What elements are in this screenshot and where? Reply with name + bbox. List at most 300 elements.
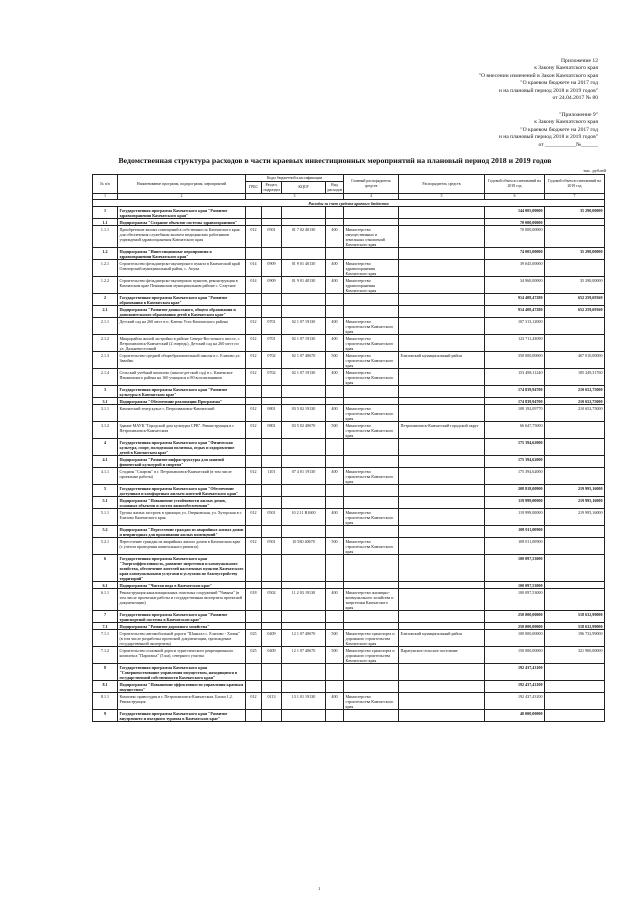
row-amount-2018: 175 394,62000 [485, 439, 545, 456]
row-manager [399, 664, 485, 681]
row-amount-2018: 108 011,00900 [485, 538, 545, 555]
row-amount-2019: 185 249,31760 [545, 369, 605, 386]
row-amount-2019: 35 290,00000 [545, 277, 605, 294]
row-name: Комплекс правосудия в г. Петропавловск-Камчатском. Блоки 1,2. Реконструкция [118, 693, 246, 710]
row-number: 4.1.1 [93, 468, 118, 485]
row-name: Государственная программа Камчатского края "Развитие здравоохранения Камчатского края" [118, 207, 246, 219]
row-section-code [262, 526, 282, 538]
row-manager [399, 485, 485, 497]
row-expense-type [326, 439, 344, 456]
row-kcsr: 12 1 07 40670 [282, 647, 326, 664]
row-grbs [246, 497, 262, 509]
row-amount-2019 [545, 589, 605, 611]
row-manager [399, 439, 485, 456]
program-row [93, 439, 605, 456]
row-section-code [262, 710, 282, 722]
row-amount-2019: 196 732,99000 [545, 630, 605, 647]
row-kcsr [282, 219, 326, 226]
measure-row [93, 538, 605, 555]
section-title: Расходы за счет средств краевого бюджета [93, 200, 605, 207]
row-number: 4.1 [93, 456, 118, 468]
row-section-code: 0113 [262, 693, 282, 710]
row-amount-2018: 100 000,00000 [485, 630, 545, 647]
row-grbs [246, 681, 262, 693]
col-header-2019: Годовой объем ассигнований на 2019 год [545, 175, 605, 194]
col-header-no: № п/п [93, 175, 118, 194]
row-section-code: 0409 [262, 630, 282, 647]
row-name: Реконструкция канализационных очистных сооружений "Чавыча" (в том числе проектные работы и государственная экспертиза проектной документации) [118, 589, 246, 611]
column-index-cell: 6 [485, 194, 545, 200]
row-manager [399, 369, 485, 386]
row-amount-2018: 250 000,00000 [485, 611, 545, 623]
row-chief-manager [344, 611, 399, 623]
row-manager [399, 526, 485, 538]
row-kcsr: 10 2 11 R1600 [282, 509, 326, 526]
row-amount-2018: 100 097,53000 [485, 555, 545, 582]
row-name: Строительство средней общеобразовательной школы в с. Елизово ул. Завойко [118, 352, 246, 369]
row-name: Подпрограмма "Повышение устойчивости жилых домов, основных объектов и систем жизнеобеспечения" [118, 497, 246, 509]
row-amount-2018: 208 818,00900 [485, 485, 545, 497]
row-amount-2018: 108 011,00900 [485, 526, 545, 538]
row-section-code [262, 439, 282, 456]
row-expense-type: 500 [326, 352, 344, 369]
row-expense-type: 500 [326, 538, 344, 555]
row-kcsr: 03 5 02 40670 [282, 422, 326, 439]
row-chief-manager [344, 526, 399, 538]
program-row [93, 664, 605, 681]
row-manager [399, 509, 485, 526]
row-grbs: 014 [246, 260, 262, 277]
row-section-code: 0501 [262, 226, 282, 248]
row-section-code: 0702 [262, 369, 282, 386]
row-kcsr [282, 664, 326, 681]
row-kcsr: 02 1 07 19130 [282, 318, 326, 335]
row-expense-type: 400 [326, 335, 344, 352]
row-name: Микрорайон жилой застройки в районе Северо-Восточного шоссе, г. Петропавловск-Камчатский (2 очередь). Детский сад на 260 мест по ул. Дальневосточной [118, 335, 246, 352]
row-expense-type [326, 398, 344, 405]
row-kcsr [282, 386, 326, 398]
row-manager [399, 318, 485, 335]
row-grbs [246, 623, 262, 630]
program-row [93, 386, 605, 398]
row-amount-2018: 100 097,53000 [485, 589, 545, 611]
row-manager [399, 386, 485, 398]
row-kcsr [282, 207, 326, 219]
row-chief-manager [344, 306, 399, 318]
row-grbs [246, 611, 262, 623]
row-expense-type: 500 [326, 647, 344, 664]
row-number: 1 [93, 207, 118, 219]
row-amount-2019 [545, 439, 605, 456]
row-name: Здание МАУК "Городской дом культуры СРВ". Реконструкция в г. Петропавловск-Камчатском [118, 422, 246, 439]
row-number: 7 [93, 611, 118, 623]
row-chief-manager: Министерство строительства Камчатского края [344, 693, 399, 710]
row-name: Переселение граждан из аварийных жилых домов в Камчатском крае (с учетом проведения капитального ремонта) [118, 538, 246, 555]
row-number: 2.1.2 [93, 335, 118, 352]
units-label: тыс. рублей [583, 168, 606, 173]
col-header-expense-type: Вид расходов [327, 182, 343, 192]
row-chief-manager: Министерство строительства Камчатского края [344, 318, 399, 335]
col-header-grbs: ГРБС [246, 182, 262, 194]
program-row [93, 710, 605, 722]
row-grbs: 018 [246, 589, 262, 611]
row-section-code: 1101 [262, 468, 282, 485]
row-expense-type: 400 [326, 405, 344, 422]
row-grbs: 012 [246, 352, 262, 369]
row-amount-2019: 210 652,75000 [545, 405, 605, 422]
row-chief-manager: Министерство здравоохранения Камчатского края [344, 277, 399, 294]
row-section-code: 0501 [262, 509, 282, 526]
row-chief-manager: Министерство строительства Камчатского края [344, 422, 399, 439]
col-header-section: Раздел, подраздел [263, 182, 281, 192]
measure-row [93, 352, 605, 369]
row-number: 3 [93, 386, 118, 398]
row-expense-type: 500 [326, 630, 344, 647]
row-number: 5.1 [93, 497, 118, 509]
column-index-cell: 3 [246, 194, 344, 200]
row-chief-manager: Министерство здравоохранения Камчатского края [344, 260, 399, 277]
measure-row [93, 226, 605, 248]
row-grbs: 014 [246, 277, 262, 294]
col-header-2018: Годовой объем ассигнований на 2018 год [485, 175, 545, 194]
row-grbs [246, 306, 262, 318]
row-section-code [262, 294, 282, 306]
row-kcsr: 01 7 02 40130 [282, 226, 326, 248]
row-number: 5 [93, 485, 118, 497]
row-number: 7.1.2 [93, 647, 118, 664]
row-grbs: 012 [246, 226, 262, 248]
row-expense-type [326, 248, 344, 260]
row-amount-2019: 35 290,00000 [545, 248, 605, 260]
col-header-chief-manager: Главный распорядитель средств [344, 175, 399, 194]
row-expense-type: 400 [326, 369, 344, 386]
row-chief-manager [344, 386, 399, 398]
row-amount-2019 [545, 555, 605, 582]
row-kcsr [282, 294, 326, 306]
measure-row [93, 509, 605, 526]
row-chief-manager [344, 710, 399, 722]
row-kcsr [282, 497, 326, 509]
row-amount-2018: 39 045,00000 [485, 260, 545, 277]
row-section-code [262, 207, 282, 219]
row-section-code [262, 623, 282, 630]
row-expense-type [326, 664, 344, 681]
row-number: 1.2.1 [93, 260, 118, 277]
measure-row [93, 422, 605, 439]
row-grbs [246, 555, 262, 582]
program-row [93, 681, 605, 693]
row-amount-2019 [545, 456, 605, 468]
row-name: Приобретение жилых помещений в собственность Камчатского края для обеспечения служебным жильем медицинских работников учреждений здравоохранения Камчатского края [118, 226, 246, 248]
table-header-row [93, 175, 605, 182]
row-name: Государственная программа Камчатского края "Развитие культуры в Камчатском крае" [118, 386, 246, 398]
row-grbs: 012 [246, 538, 262, 555]
row-chief-manager: Министерство транспорта и дорожного строительства Камчатского края [344, 647, 399, 664]
row-section-code [262, 219, 282, 226]
row-kcsr [282, 710, 326, 722]
header-line: "О внесении изменений в Закон Камчатского края [478, 72, 598, 79]
row-amount-2018: 250 000,00000 [485, 623, 545, 630]
row-amount-2018: 150 000,00000 [485, 647, 545, 664]
row-amount-2019 [545, 260, 605, 277]
row-section-code: 0801 [262, 422, 282, 439]
row-number: 9 [93, 710, 118, 722]
measure-row [93, 335, 605, 352]
row-expense-type [326, 623, 344, 630]
row-kcsr [282, 306, 326, 318]
row-section-code [262, 664, 282, 681]
row-expense-type [326, 710, 344, 722]
row-amount-2018: 107 313,12000 [485, 318, 545, 335]
header-line: к Закону Камчатского края [534, 65, 598, 72]
row-chief-manager [344, 485, 399, 497]
row-chief-manager [344, 248, 399, 260]
row-number: 8.1.1 [93, 693, 118, 710]
row-grbs [246, 439, 262, 456]
row-grbs: 012 [246, 318, 262, 335]
measure-row [93, 405, 605, 422]
row-manager [399, 248, 485, 260]
row-grbs [246, 219, 262, 226]
row-number: 8.1 [93, 681, 118, 693]
row-amount-2018: 192 437,43100 [485, 681, 545, 693]
program-row [93, 526, 605, 538]
row-name: Подпрограмма "Чистая вода в Камчатском крае" [118, 582, 246, 589]
row-manager [399, 693, 485, 710]
measure-row [93, 260, 605, 277]
row-amount-2018: 914 408,47280 [485, 294, 545, 306]
row-expense-type [326, 582, 344, 589]
row-amount-2018: 119 999,00000 [485, 509, 545, 526]
row-manager [399, 468, 485, 485]
row-name: Подпрограмма "Повышение эффективности управления краевым имуществом" [118, 681, 246, 693]
row-section-code: 0701 [262, 335, 282, 352]
row-number: 2.1 [93, 306, 118, 318]
row-manager [399, 335, 485, 352]
row-manager [399, 681, 485, 693]
row-kcsr [282, 555, 326, 582]
row-section-code: 0801 [262, 405, 282, 422]
program-row [93, 582, 605, 589]
measure-row [93, 468, 605, 485]
row-amount-2019 [545, 422, 605, 439]
row-name: Камчатский театр кукол г. Петропавловск-Камчатский [118, 405, 246, 422]
row-manager [399, 611, 485, 623]
program-row [93, 294, 605, 306]
row-kcsr [282, 526, 326, 538]
row-chief-manager [344, 582, 399, 589]
header-line: от ___________№______ [538, 141, 598, 148]
row-section-code: 0409 [262, 647, 282, 664]
row-amount-2018: 108 192,09770 [485, 405, 545, 422]
row-amount-2018: 119 999,00000 [485, 497, 545, 509]
row-kcsr: 02 1 07 40670 [282, 352, 326, 369]
row-amount-2019: 35 290,00000 [545, 207, 605, 219]
row-chief-manager [344, 207, 399, 219]
row-name: Строительство фельдшерско-акушерских пунктов, реконструкция в Камчатском крае Пенжинском муниципальном районе с. Слаутное [118, 277, 246, 294]
row-chief-manager [344, 664, 399, 681]
measure-row [93, 589, 605, 611]
program-row [93, 485, 605, 497]
row-manager [399, 538, 485, 555]
col-header-name: Наименование программ, подпрограмм, мероприятий [118, 175, 246, 194]
row-amount-2019: 219 995,16000 [545, 485, 605, 497]
row-amount-2018: 70 000,00000 [485, 226, 545, 248]
row-kcsr [282, 439, 326, 456]
row-grbs: 012 [246, 335, 262, 352]
row-grbs: 012 [246, 405, 262, 422]
row-manager [399, 623, 485, 630]
row-number: 3.1.1 [93, 405, 118, 422]
row-amount-2018: 175 394,62000 [485, 456, 545, 468]
row-amount-2018: 914 408,47280 [485, 306, 545, 318]
row-name: Государственная программа Камчатского края "Обеспечение доступным и комфортным жильем жителей Камчатского края" [118, 485, 246, 497]
row-amount-2019 [545, 526, 605, 538]
row-section-code [262, 306, 282, 318]
row-manager [399, 277, 485, 294]
row-grbs: 025 [246, 647, 262, 664]
row-section-code: 0909 [262, 260, 282, 277]
row-expense-type: 400 [326, 226, 344, 248]
row-chief-manager: Министерство транспорта и дорожного строительства Камчатского края [344, 630, 399, 647]
header-line: "О краевом бюджете на 2017 год [520, 126, 598, 133]
row-amount-2019 [545, 318, 605, 335]
row-amount-2018: 192 437,43100 [485, 693, 545, 710]
column-index-cell: 4 [344, 194, 399, 200]
row-amount-2018: 192 437,43100 [485, 664, 545, 681]
row-kcsr: 10 5Ю 40670 [282, 538, 326, 555]
row-grbs [246, 386, 262, 398]
row-name: Строительство основной дороги туристического рекреационного комплекса "Парагаша" (5 км), северного участка [118, 647, 246, 664]
row-expense-type [326, 207, 344, 219]
row-expense-type [326, 456, 344, 468]
row-manager [399, 294, 485, 306]
row-section-code [262, 497, 282, 509]
row-kcsr [282, 248, 326, 260]
row-number: 8 [93, 664, 118, 681]
row-name: Стадион "Спартак" в г. Петропавловск-Камчатский (в том числе проектные работы) [118, 468, 246, 485]
row-manager [399, 219, 485, 226]
column-index-cell: 5 [399, 194, 485, 200]
row-section-code [262, 398, 282, 405]
row-amount-2018: 74 005,00000 [485, 248, 545, 260]
row-kcsr: 03 5 02 19130 [282, 405, 326, 422]
row-amount-2019: 518 632,99000 [545, 611, 605, 623]
header-line: "О краевом бюджете на 2017 год [520, 80, 598, 87]
row-amount-2018: 175 394,62000 [485, 468, 545, 485]
row-kcsr [282, 681, 326, 693]
row-kcsr [282, 582, 326, 589]
row-number: 1.2.2 [93, 277, 118, 294]
row-amount-2018: 70 000,00000 [485, 219, 545, 226]
row-manager [399, 555, 485, 582]
row-expense-type [326, 555, 344, 582]
row-amount-2018: 66 647,75000 [485, 422, 545, 439]
row-manager: Елизовский муниципальный район [399, 352, 485, 369]
row-name: Подпрограмма "Переселение граждан из аварийных жилых домов и непригодных для проживания жилых помещений" [118, 526, 246, 538]
row-manager [399, 207, 485, 219]
row-expense-type: 400 [326, 509, 344, 526]
row-chief-manager [344, 497, 399, 509]
program-row [93, 497, 605, 509]
row-grbs: 012 [246, 509, 262, 526]
row-expense-type [326, 681, 344, 693]
row-kcsr: 12 1 07 40670 [282, 630, 326, 647]
program-row [93, 456, 605, 468]
row-amount-2018: 34 960,00000 [485, 277, 545, 294]
header-line: и на плановый период 2018 и 2019 годов" [498, 87, 598, 94]
row-amount-2018: 100 097,53000 [485, 582, 545, 589]
row-manager [399, 710, 485, 722]
row-kcsr [282, 456, 326, 468]
row-grbs [246, 710, 262, 722]
row-amount-2019: 210 652,75000 [545, 386, 605, 398]
row-expense-type [326, 611, 344, 623]
row-manager [399, 226, 485, 248]
program-row [93, 611, 605, 623]
row-manager [399, 456, 485, 468]
row-manager [399, 306, 485, 318]
row-name: Подпрограмма "Обеспечение реализации Программы" [118, 398, 246, 405]
row-manager [399, 589, 485, 611]
row-kcsr: 07 4 01 19130 [282, 468, 326, 485]
row-amount-2019 [545, 468, 605, 485]
row-grbs [246, 526, 262, 538]
row-number: 2.1.4 [93, 369, 118, 386]
row-amount-2019: 210 652,75000 [545, 398, 605, 405]
row-number: 1.1 [93, 219, 118, 226]
program-row [93, 398, 605, 405]
row-expense-type [326, 219, 344, 226]
row-number: 1.1.1 [93, 226, 118, 248]
row-grbs [246, 456, 262, 468]
row-number: 4 [93, 439, 118, 456]
row-name: Детский сад на 260 мест в п. Ключи Усть-Камчатского района [118, 318, 246, 335]
measure-row [93, 277, 605, 294]
row-name: Подпрограмма "Создание объектов системы здравоохранения" [118, 219, 246, 226]
row-name: Государственная программа Камчатского края "Энергоэффективность, развитие энергетики и коммунального хозяйства, обеспечение жителей населенных пунктов Камчатского края коммунальными услугами и услугами по благоустройству территорий" [118, 555, 246, 582]
row-chief-manager: Министерство жилищно-коммунального хозяйства и энергетики Камчатского края [344, 589, 399, 611]
row-name: Сельский учебный комплекс (школа-детский сад) в с. Каменское Пенжинского района на 160 учащихся и 80 воспитанников [118, 369, 246, 386]
row-amount-2019: 652 259,69360 [545, 294, 605, 306]
row-name: Строительство фельдшерско-акушерского пункта в Камчатский край Олюторский муниципальный район, с. Апука [118, 260, 246, 277]
row-expense-type: 400 [326, 589, 344, 611]
header-line: Приложение 12 [560, 58, 598, 64]
row-section-code [262, 582, 282, 589]
row-chief-manager: Министерство строительства Камчатского края [344, 538, 399, 555]
program-row [93, 207, 605, 219]
row-chief-manager: Министерство строительства Камчатского края [344, 468, 399, 485]
measure-row [93, 647, 605, 664]
row-amount-2018: 123 711,43090 [485, 335, 545, 352]
program-row [93, 623, 605, 630]
row-kcsr [282, 398, 326, 405]
row-chief-manager: Министерство строительства Камчатского края [344, 369, 399, 386]
row-chief-manager [344, 439, 399, 456]
row-expense-type [326, 485, 344, 497]
row-amount-2019 [545, 582, 605, 589]
row-number: 2 [93, 294, 118, 306]
row-manager [399, 260, 485, 277]
row-grbs: 012 [246, 369, 262, 386]
row-grbs [246, 664, 262, 681]
row-section-code: 0702 [262, 352, 282, 369]
row-name: Строительство автомобильной дороги "Шаньгал с. Елизово - Хачин" (в том числе разработка проектной документации, прохождение государственной экспертизы) [118, 630, 246, 647]
row-manager: Петропавловск-Камчатский городской округ [399, 422, 485, 439]
row-amount-2019: 219 995,16000 [545, 509, 605, 526]
row-chief-manager: Министерство строительства Камчатского края [344, 509, 399, 526]
row-chief-manager [344, 294, 399, 306]
